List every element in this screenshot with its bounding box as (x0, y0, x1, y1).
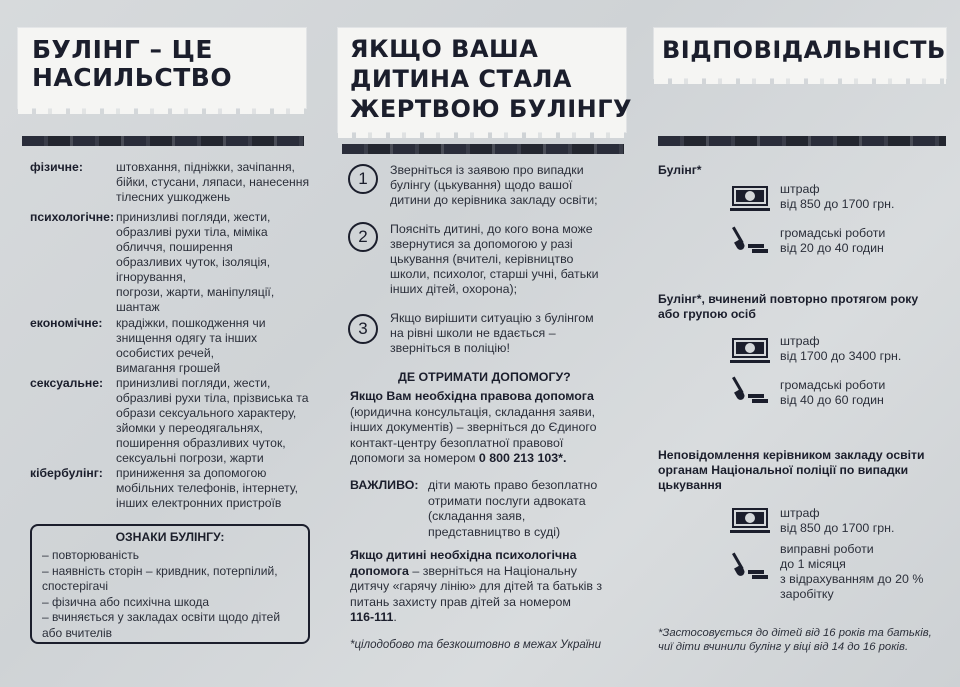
type-description (116, 316, 266, 376)
type-label: кібербулінг: (30, 466, 103, 480)
sign-item: або вчителів (42, 625, 113, 640)
important-line: отримати послуги адвоката (428, 493, 586, 508)
description-line: принизливі погляди, жести, (116, 376, 271, 390)
brush-divider (22, 136, 304, 146)
type-label: економічне: (30, 316, 103, 330)
brush-divider (658, 136, 946, 146)
penalty-line: з відрахуванням до 20 % (780, 572, 924, 586)
penalty-item (780, 542, 923, 602)
description-line: поширення образливих чуток, (116, 436, 286, 450)
legal-help-phone: 0 800 213 103*. (478, 451, 567, 465)
footnote (658, 626, 932, 654)
step-line: цькування (вчителі, керівництво (390, 252, 574, 266)
penalty-line: штраф (780, 506, 820, 520)
heading-line: Неповідомлення керівником закладу освіти (658, 448, 925, 462)
type-label: сексуальне: (30, 376, 104, 390)
description-line: тілесних ушкоджень (116, 190, 231, 204)
important-line: діти мають право безоплатно (428, 478, 598, 492)
penalty-item (780, 182, 894, 212)
description-line: приниження за допомогою (116, 466, 267, 480)
bullying-is-violence-panel (0, 0, 320, 687)
legal-help-line: (юридична консультація, складання заяви, (350, 404, 596, 419)
psych-help-heading-end: допомога (350, 563, 409, 578)
type-description (116, 210, 274, 315)
step-line: школи, психолог, старші учні, батьки (390, 267, 599, 281)
penalty-item (780, 506, 894, 536)
heading-line: Булінг*, вчинений повторно протягом року (658, 292, 919, 306)
heading-line: цькування (658, 478, 722, 492)
step-number: 3 (348, 314, 378, 344)
type-label: фізичне: (30, 160, 83, 174)
description-line: образливих чуток, ізоляція, (116, 255, 271, 269)
legal-help-text-end: допомоги за номером (350, 451, 479, 465)
description-line: особистих речей, (116, 346, 215, 360)
penalty-line: громадські роботи (780, 378, 886, 392)
type-description (116, 376, 308, 466)
description-line: погрози, жарти, маніпуляції, (116, 285, 275, 299)
step-line: звернутися за допомогою у разі (390, 237, 573, 251)
step-text (390, 222, 599, 297)
penalty-line: громадські роботи (780, 226, 886, 240)
penalty-line: штраф (780, 334, 820, 348)
penalty-line: заробітку (780, 587, 834, 601)
penalty-line: до 1 місяця (780, 557, 846, 571)
penalty-item (780, 334, 901, 364)
brush-divider (342, 144, 624, 154)
shovel-icon (726, 226, 766, 256)
important-label: ВАЖЛИВО: (350, 478, 419, 492)
sign-item: – наявність сторін – кривдник, потерпілий, (42, 563, 278, 578)
sign-item: – вчиняється у закладах освіти щодо дітей (42, 610, 281, 624)
title-line: НАСИЛЬСТВО (32, 63, 233, 92)
description-line: інших електронних пристроїв (116, 496, 282, 510)
description-line: крадіжки, пошкодження чи (116, 316, 266, 330)
penalty-heading (658, 292, 918, 322)
step-number: 2 (348, 222, 378, 252)
penalty-line: від 1700 до 3400 грн. (780, 349, 902, 363)
psych-help-line: питань захисту прав дітей за номером (350, 594, 571, 609)
description-line: образливі рухи тіла, прізвиська та (116, 391, 309, 405)
title-line: БУЛІНГ – ЦЕ (32, 35, 213, 64)
penalty-line: від 20 до 40 годин (780, 241, 884, 255)
panel-title (350, 34, 632, 124)
psych-help-line (350, 610, 602, 626)
description-line: бійки, стусани, ляпаси, нанесення (116, 175, 310, 189)
step-line: Поясніть дитині, до кого вона може (390, 222, 593, 236)
if-child-victim-panel (320, 0, 640, 687)
legal-help-heading: Якщо Вам необхідна правова допомога (350, 389, 594, 403)
sign-item: – повторюваність (42, 548, 139, 562)
title-line: ДИТИНА СТАЛА (350, 65, 572, 93)
description-line: штовхання, підніжки, зачіпання, (116, 160, 295, 174)
footnote-line: *Застосовується до дітей від 16 років та батьків, (658, 627, 932, 639)
step-number: 1 (348, 164, 378, 194)
penalty-heading (658, 163, 702, 177)
heading-line: органам Національної поліції по випадки (658, 463, 909, 477)
description-line: знищення одягу та інших (116, 331, 258, 345)
penalty-line: від 850 до 1700 грн. (780, 521, 895, 535)
footnote-line: чиї діти вчинили булінг у віці від 14 до 16 років. (658, 641, 909, 653)
description-line: обличчя, поширення (116, 240, 233, 254)
penalty-line: від 850 до 1700 грн. (780, 197, 895, 211)
description-line: образи сексуального характеру, (116, 406, 297, 420)
step-line: дитини до керівника закладу освіти; (390, 193, 598, 207)
description-line: мобільних телефонів, інтернету, (116, 481, 299, 495)
description-line: ігнорування, (116, 270, 186, 284)
hotline-number: 116-111 (350, 610, 394, 624)
help-heading: ДЕ ОТРИМАТИ ДОПОМОГУ? (398, 370, 571, 384)
title-line: ЖЕРТВОЮ БУЛІНГУ (350, 95, 632, 123)
type-description (116, 160, 309, 205)
title-line: ЯКЩО ВАША (350, 35, 539, 63)
penalty-item (780, 378, 885, 408)
description-line: зйомки у переодягальнях, (116, 421, 263, 435)
heading-line: Булінг* (658, 163, 702, 177)
psych-help-text (350, 548, 602, 626)
penalty-heading (658, 448, 924, 493)
description-line: принизливі погляди, жести, (116, 210, 271, 224)
step-line: зверніться в поліцію! (390, 341, 510, 355)
sign-item: – фізична або психічна шкода (42, 594, 210, 609)
step-line: Зверніться із заявою про випадки (390, 163, 584, 177)
important-line: (складання заяв, (428, 509, 526, 523)
step-line: інших дітей, охорона); (390, 282, 518, 296)
description-line: образливі рухи тіла, міміка (116, 225, 268, 239)
psych-help-line: дитячу «гарячу лінію» для дітей та батьків з (350, 579, 603, 593)
step-text (390, 311, 594, 356)
psych-help-text-start: – зверніться на Національну (408, 563, 577, 578)
description-line: вимагання грошей (116, 361, 221, 375)
psych-help-heading: Якщо дитині необхідна психологічна (350, 548, 577, 562)
description-line: сексуальні погрози, жарти (116, 451, 264, 465)
step-line: булінгу (цькування) щодо вашої (390, 178, 573, 192)
banknote-icon (732, 508, 768, 528)
shovel-icon (726, 552, 766, 582)
type-description (116, 466, 298, 511)
important-text (428, 478, 597, 540)
important-line: представництво в суді) (428, 524, 561, 539)
legal-help-line: контакт-центру безоплатної правової (350, 435, 564, 450)
penalty-line: штраф (780, 182, 820, 196)
panel-title: ВІДПОВІДАЛЬНІСТЬ (662, 36, 946, 64)
psych-help-line (350, 564, 602, 580)
heading-line: або групою осіб (658, 307, 756, 321)
legal-help-line: інших документів) – зверніться до Єдиного (350, 420, 597, 434)
footnote: *цілодобово та безкоштовно в межах України (350, 639, 602, 651)
penalty-line: від 40 до 60 годин (780, 393, 884, 407)
step-line: на рівні школи не вдається – (390, 326, 556, 340)
banknote-icon (732, 338, 768, 358)
legal-help-line (350, 451, 596, 467)
description-line: шантаж (116, 300, 160, 314)
step-line: Якщо вирішити ситуацію з булінгом (390, 311, 594, 325)
psych-help-text-end: . (393, 610, 397, 624)
panel-title (32, 36, 232, 92)
penalty-item (780, 226, 885, 256)
banknote-icon (732, 186, 768, 206)
step-text (390, 163, 598, 208)
penalty-line: виправні роботи (780, 542, 874, 556)
bullying-signs-box (30, 524, 310, 644)
type-label: психологічне: (30, 210, 115, 224)
signs-title: ОЗНАКИ БУЛІНГУ: (115, 530, 225, 544)
shovel-icon (726, 376, 766, 406)
legal-help-text (350, 389, 596, 467)
sign-item: спостерігачі (42, 579, 108, 593)
responsibility-panel (640, 0, 960, 687)
